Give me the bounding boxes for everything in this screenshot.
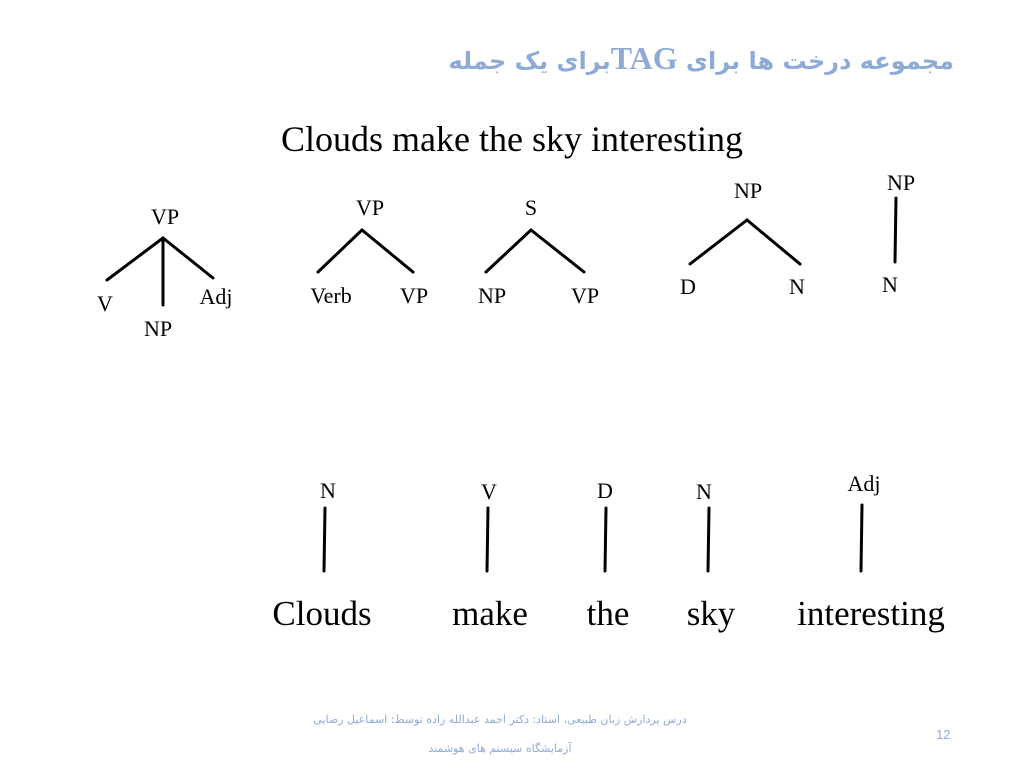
- tree3-root-label: S: [524, 195, 538, 220]
- tree1-mid-label: NP: [143, 316, 173, 341]
- tree4-left-label: D: [680, 274, 696, 299]
- lexical-word-3: the: [586, 594, 630, 633]
- lexical-word-2: make: [452, 594, 528, 633]
- lexical-edge-3: [605, 508, 606, 571]
- title-tag-text: TAG: [610, 40, 678, 76]
- tree2-right-label: VP: [399, 283, 429, 308]
- tree5-root-label: NP: [886, 170, 916, 195]
- lexical-tag-2: V: [481, 479, 497, 504]
- lexical-tag-3: D: [597, 478, 613, 503]
- tree4-root-label: NP: [733, 178, 763, 203]
- page-number: 12: [936, 727, 951, 742]
- tree4-edge-left: [690, 220, 747, 264]
- tree1-edge-right: [163, 238, 213, 278]
- lexical-word-5: interesting: [797, 594, 945, 633]
- lexical-edge-5: [861, 505, 862, 571]
- lexical-tag-1: N: [320, 478, 336, 503]
- lexical-edge-2: [487, 508, 488, 571]
- tree1-root-label: VP: [150, 204, 180, 229]
- tree5-child-label: N: [882, 272, 898, 297]
- footer-lab-name: آزمایشگاه سیستم های هوشمند: [428, 742, 572, 755]
- title-text-part1: مجموعه درخت ها برای: [677, 47, 954, 75]
- tree3-edge-right: [531, 230, 584, 272]
- title-text-part2: برای یک جمله: [448, 47, 611, 75]
- lexical-word-1: Clouds: [272, 594, 372, 633]
- tree3-right-label: VP: [570, 283, 600, 308]
- tree3-left-label: NP: [477, 283, 507, 308]
- lexical-word-4: sky: [686, 594, 736, 633]
- tree3-edge-left: [486, 230, 531, 272]
- example-sentence: Clouds make the sky interesting: [281, 119, 743, 159]
- tree2-left-label: Verb: [310, 283, 352, 308]
- lexical-tag-5: Adj: [847, 471, 881, 496]
- lexical-edge-4: [708, 508, 709, 571]
- tree4-edge-right: [747, 220, 800, 264]
- tree5-edge: [895, 198, 896, 262]
- footer-course-info: درس پردازش زبان طبیعی، استاد: دکتر احمد عبدالله زاده توسط: اسماعیل رضایی: [313, 713, 687, 726]
- tree2-edge-left: [318, 230, 362, 272]
- tree2-root-label: VP: [355, 195, 385, 220]
- tree1-left-label: V: [97, 291, 113, 316]
- tree4-right-label: N: [789, 274, 805, 299]
- lexical-edge-1: [324, 508, 325, 571]
- lexical-tag-4: N: [696, 479, 712, 504]
- tree1-edge-left: [107, 238, 163, 280]
- tree2-edge-right: [362, 230, 413, 272]
- tree1-right-label: Adj: [199, 284, 233, 309]
